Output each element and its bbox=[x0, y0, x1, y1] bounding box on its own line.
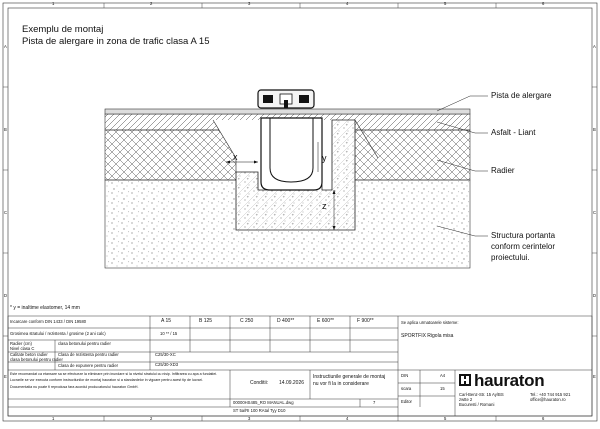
dim-y-label: y bbox=[322, 153, 327, 163]
section-drawing bbox=[105, 90, 488, 268]
col-label-6: 6 bbox=[542, 1, 545, 6]
product-name: SPORTFIX Rigola misa bbox=[401, 333, 454, 339]
conditions-date: 14.09.2026 bbox=[279, 380, 305, 386]
brand-address-1: Carl-Benz-Str. 15 Ay/BS bbox=[459, 392, 504, 397]
note-3: Documentatia nu poate fi reprodusa fara acordul producatorului hauraton GmbH. bbox=[10, 384, 139, 389]
row-label-d-right: D bbox=[593, 293, 597, 298]
brand-address-2: zwtte 2 bbox=[459, 397, 473, 402]
col-label-2-bottom: 2 bbox=[150, 416, 153, 421]
dim-z-label: z bbox=[322, 201, 327, 211]
callout-asphalt: Asfalt - Liant bbox=[491, 128, 536, 137]
concrete-row-sub: clasa betonului pentru radier bbox=[10, 357, 63, 362]
col-label-4-bottom: 4 bbox=[346, 416, 349, 421]
strength-class-label: Clasa de rezistenta pentru radier bbox=[58, 352, 119, 357]
dim-x-label: x bbox=[233, 152, 238, 162]
note-2: Lucrarile se vor executa conform instructiunilor de montaj hauraton si a standardelor in vigoare pentru acest tip de lucrari. bbox=[10, 378, 203, 383]
brand-name: hauraton bbox=[474, 371, 545, 390]
base-row-value: clasa betonului pentru radier bbox=[58, 341, 111, 346]
row-label-a-right: A bbox=[593, 44, 596, 49]
sheet-number: 7 bbox=[373, 400, 376, 405]
col-label-4: 4 bbox=[346, 1, 349, 6]
col-label-3-bottom: 3 bbox=[248, 416, 251, 421]
class-e600: E 600** bbox=[317, 318, 334, 324]
load-row-label: Incarcare conform DIN 1433 / DIN 19580 bbox=[10, 319, 87, 324]
file-name: 00000HS485_RO MANUAL.dwg bbox=[233, 400, 294, 405]
thickness-row-value: 10 ** / 15 bbox=[160, 331, 178, 336]
conditions-label: Conditii: bbox=[250, 380, 269, 386]
install-note-1: Instructiunile generale de montaj bbox=[313, 374, 386, 380]
exposure-class-label: Clasa de expunere pentru radier bbox=[58, 363, 119, 368]
col-label-5: 5 bbox=[444, 1, 447, 6]
class-b125: B 125 bbox=[199, 318, 213, 324]
base-row-sub: Nivel clasa C bbox=[10, 346, 35, 351]
callout-subgrade-3: proiectului. bbox=[491, 253, 530, 262]
product-header: Se aplica urmatoarele sisteme: bbox=[401, 320, 459, 325]
drawing-title: Exemplu de montaj bbox=[22, 24, 104, 35]
row-label-e: E bbox=[4, 374, 7, 379]
callout-subgrade-2: conform cerintelor bbox=[491, 242, 556, 251]
note-1: Este recomandat ca etansare sa se efectueze la eliminare prin inundare si la nivelul stratului cu nisip. Infiltrarea cu apa a fundatiei. bbox=[10, 372, 218, 376]
class-a15: A 15 bbox=[161, 318, 172, 324]
scale-label: scara bbox=[401, 386, 412, 391]
format-label: DIN bbox=[401, 373, 409, 378]
callout-subgrade-1: Structura portanta bbox=[491, 231, 556, 240]
scale-value: 15 bbox=[440, 386, 445, 391]
concrete-row-label: Calitate beton radier bbox=[10, 352, 48, 357]
col-label-2: 2 bbox=[150, 1, 153, 6]
install-note-2: nu vor fi la in considerare bbox=[313, 381, 369, 387]
row-label-d: D bbox=[4, 293, 8, 298]
col-label-3: 3 bbox=[248, 1, 251, 6]
hauraton-logo-icon bbox=[459, 374, 471, 386]
brand-email: office@hauraton.ro bbox=[530, 397, 566, 402]
row-label-e-right: E bbox=[593, 374, 596, 379]
track-layer bbox=[105, 109, 470, 114]
col-label-1: 1 bbox=[52, 1, 55, 6]
drawing-code: ST 5a/RI 100 RAtal Tyy D10 bbox=[233, 408, 286, 413]
row-label-a: A bbox=[4, 44, 7, 49]
drawing-subtitle: Pista de alergare in zona de trafic clasa A 15 bbox=[22, 36, 210, 47]
row-label-c-right: C bbox=[593, 210, 597, 215]
col-label-5-bottom: 5 bbox=[444, 416, 447, 421]
callout-track: Pista de alergare bbox=[491, 91, 552, 100]
notes-block bbox=[10, 372, 225, 389]
col-label-1-bottom: 1 bbox=[52, 416, 55, 421]
row-label-c: C bbox=[4, 210, 8, 215]
class-d400: D 400** bbox=[277, 318, 295, 324]
row-label-b: B bbox=[4, 127, 7, 132]
exposure-class-value: C25/30-XD3 bbox=[155, 362, 179, 367]
strength-class-value: C25/30-XC bbox=[155, 352, 176, 357]
brand-address-3: Bucuresti / Romani bbox=[459, 402, 495, 407]
base-row-label: Radier (cm) bbox=[10, 341, 32, 346]
thickness-row-label: Grosimea stratului / rezistenta / grosime (2 ani calc) bbox=[10, 331, 106, 336]
row-label-b-right: B bbox=[593, 127, 596, 132]
footnote: * y = inaltime elastomer, 14 mm bbox=[10, 305, 80, 311]
class-f900: F 900** bbox=[357, 318, 374, 324]
format-value: A4 bbox=[440, 373, 446, 378]
brand-phone: Tel.: +40 744 915 921 bbox=[530, 392, 571, 397]
col-label-6-bottom: 6 bbox=[542, 416, 545, 421]
editor-label: Editor bbox=[401, 399, 412, 404]
class-c250: C 250 bbox=[240, 318, 254, 324]
callout-base: Radier bbox=[491, 166, 515, 175]
